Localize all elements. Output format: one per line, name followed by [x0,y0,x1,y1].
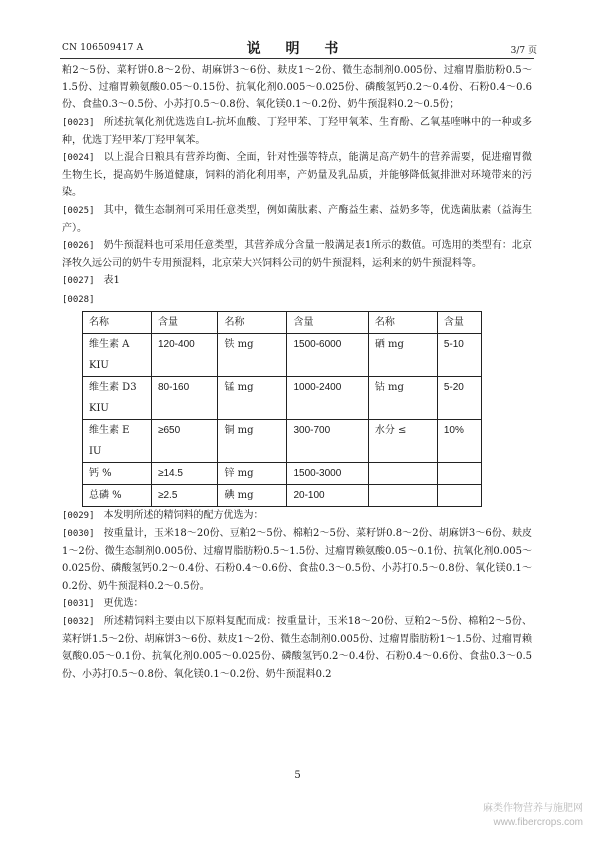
table-row [83,462,482,484]
table-cell: ≥2.5 [152,484,218,506]
table-cell: 维生素 A KIU [83,333,152,376]
table-cell: 总磷 % [83,484,152,506]
paragraph-0031 [62,595,532,613]
paragraph-0025 [62,202,532,237]
table-header-cell: 含量 [287,311,368,333]
table-cell: 铁 mg [218,333,287,376]
table-row [83,484,482,506]
paragraph-text: 所述精饲料主要由以下原料复配而成：按重量计，玉米18～20份、豆粕2～5份、棉粕2～5份、菜籽饼1.5～2份、胡麻饼3～6份、麸皮1～2份、微生态制剂0.005份、过瘤胃脂肪粉1～1.5份、过瘤胃赖氨酸0.05～0.1份、抗氧化剂0.005～0.025份、磷酸氢钙0.2～0.4份、石粉0.4～0.6份、食盐0.3～0.5份、小苏打0.5～0.8份、氧化镁0.1～0.2份、奶牛预混料0.2 [62,616,532,680]
paragraph-0027 [62,272,532,290]
table-cell: 300-700 [287,419,368,462]
paragraph-0028 [62,291,532,309]
table-cell [368,484,437,506]
paragraph-text: 以上混合日粮具有营养均衡、全面，针对性强等特点，能满足高产奶牛的营养需要，促进瘤胃微生物生长，提高奶牛肠道健康，饲料的消化利用率，产奶量及乳品质，并能够降低氮排泄对环境带来的污染。 [62,152,532,199]
paragraph-text: 按重量计，玉米18～20份、豆粕2～5份、棉粕2～5份、菜籽饼0.8～2份、胡麻饼3～6份、麸皮1～2份、微生态制剂0.005份、过瘤胃脂肪粉0.5～1.5份、过瘤胃赖氨酸0.05～0.1份、抗氧化剂0.005～0.025份、磷酸氢钙0.2～0.4份、石粉0.4～0.6份、食盐0.3～0.5份、小苏打0.5～0.8份、氧化镁0.1～0.2份、奶牛预混料0.2～0.5份。 [62,528,532,592]
table-cell: 1000-2400 [287,376,368,419]
paragraph-0023 [62,114,532,149]
table-header-cell: 名称 [218,311,287,333]
paragraph-text: 更优选： [103,597,144,609]
table-caption: 表1 [103,275,120,287]
paragraph-number: [0029] [62,510,95,521]
table-cell: 10% [437,419,481,462]
table-header-cell: 名称 [83,311,152,333]
paragraph-text: 所述抗氧化剂优选选自L-抗坏血酸、丁羟甲苯、丁羟甲氧苯、生育酚、乙氧基喹啉中的一种或多种，优选丁羟甲苯/丁羟甲氧苯。 [62,116,532,146]
table-cell: 维生素 E IU [83,419,152,462]
paragraph-0024 [62,149,532,202]
page-number: 5 [294,770,301,781]
watermark [483,802,583,830]
table-cell: 1500-6000 [287,333,368,376]
table-cell: ≥14.5 [152,462,218,484]
paragraph-text: 奶牛预混料也可采用任意类型，其营养成分含量一般满足表1所示的数值。可选用的类型有：北京泽牧久远公司的奶牛专用预混料，北京荣大兴饲料公司的奶牛预混料，运利来的奶牛预混料等。 [62,240,532,270]
table-cell: 维生素 D3 KIU [83,376,152,419]
paragraph-number: [0024] [62,153,95,164]
table-cell: 硒 mg [368,333,437,376]
table-cell: 120-400 [152,333,218,376]
table-cell: 钴 mg [368,376,437,419]
paragraph-0029 [62,507,532,525]
table-cell: 5-10 [437,333,481,376]
page-indicator: 3/7 页 [510,46,537,56]
header-divider [60,58,534,59]
paragraph-number: [0023] [62,117,95,128]
paragraph-text: 本发明所述的精饲料的配方优选为： [103,509,264,521]
table-header-cell: 名称 [368,311,437,333]
paragraph-number: [0026] [62,241,95,252]
table-row [83,333,482,376]
table-cell: 水分 ≤ [368,419,437,462]
table-cell: 碘 mg [218,484,287,506]
table-cell [437,484,481,506]
table-cell [368,462,437,484]
table-cell: ≥650 [152,419,218,462]
document-title: 说 明 书 [246,41,349,57]
paragraph-text: 粕2～5份、菜籽饼0.8～2份、胡麻饼3～6份、麸皮1～2份、微生态制剂0.005份、过瘤胃脂肪粉0.5～1.5份、过瘤胃赖氨酸0.05～0.15份、抗氧化剂0.005～0.025份、磷酸氢钙0.2～0.4份、石粉0.4～0.6份、食盐0.3～0.5份、小苏打0.5～0.8份、氧化镁0.1～0.2份、奶牛预混料0.2～0.5份； [62,65,532,111]
paragraph-0030 [62,525,532,595]
table-cell: 80-160 [152,376,218,419]
table-cell: 钙 % [83,462,152,484]
paragraph-continuation [62,62,532,114]
table-header-cell: 含量 [152,311,218,333]
paragraph-text: 其中，微生态制剂可采用任意类型，例如菌肽素、产酶益生素、益奶多等，优选菌肽素（益海生产）。 [62,204,532,234]
paragraph-number: [0025] [62,205,95,216]
table-header-cell: 含量 [437,311,481,333]
document-body [62,62,532,683]
watermark-name: 麻类作物营养与施肥网 [483,803,583,814]
paragraph-0026 [62,237,532,272]
table-cell: 锰 mg [218,376,287,419]
table-cell: 铜 mg [218,419,287,462]
table-cell: 5-20 [437,376,481,419]
table-cell: 1500-3000 [287,462,368,484]
table-row [83,376,482,419]
table-row [83,419,482,462]
paragraph-number: [0027] [62,276,95,287]
paragraph-number: [0032] [62,617,95,628]
paragraph-number: [0028] [62,294,95,305]
patent-number: CN 106509417 A [62,43,144,53]
paragraph-number: [0030] [62,529,95,540]
paragraph-number: [0031] [62,598,95,609]
table-cell [437,462,481,484]
table-cell: 20-100 [287,484,368,506]
table-header-row [83,311,482,333]
watermark-url: www.fibercrops.com [493,817,583,828]
nutrient-table [82,311,482,507]
paragraph-0032 [62,613,532,683]
table-cell: 锌 mg [218,462,287,484]
